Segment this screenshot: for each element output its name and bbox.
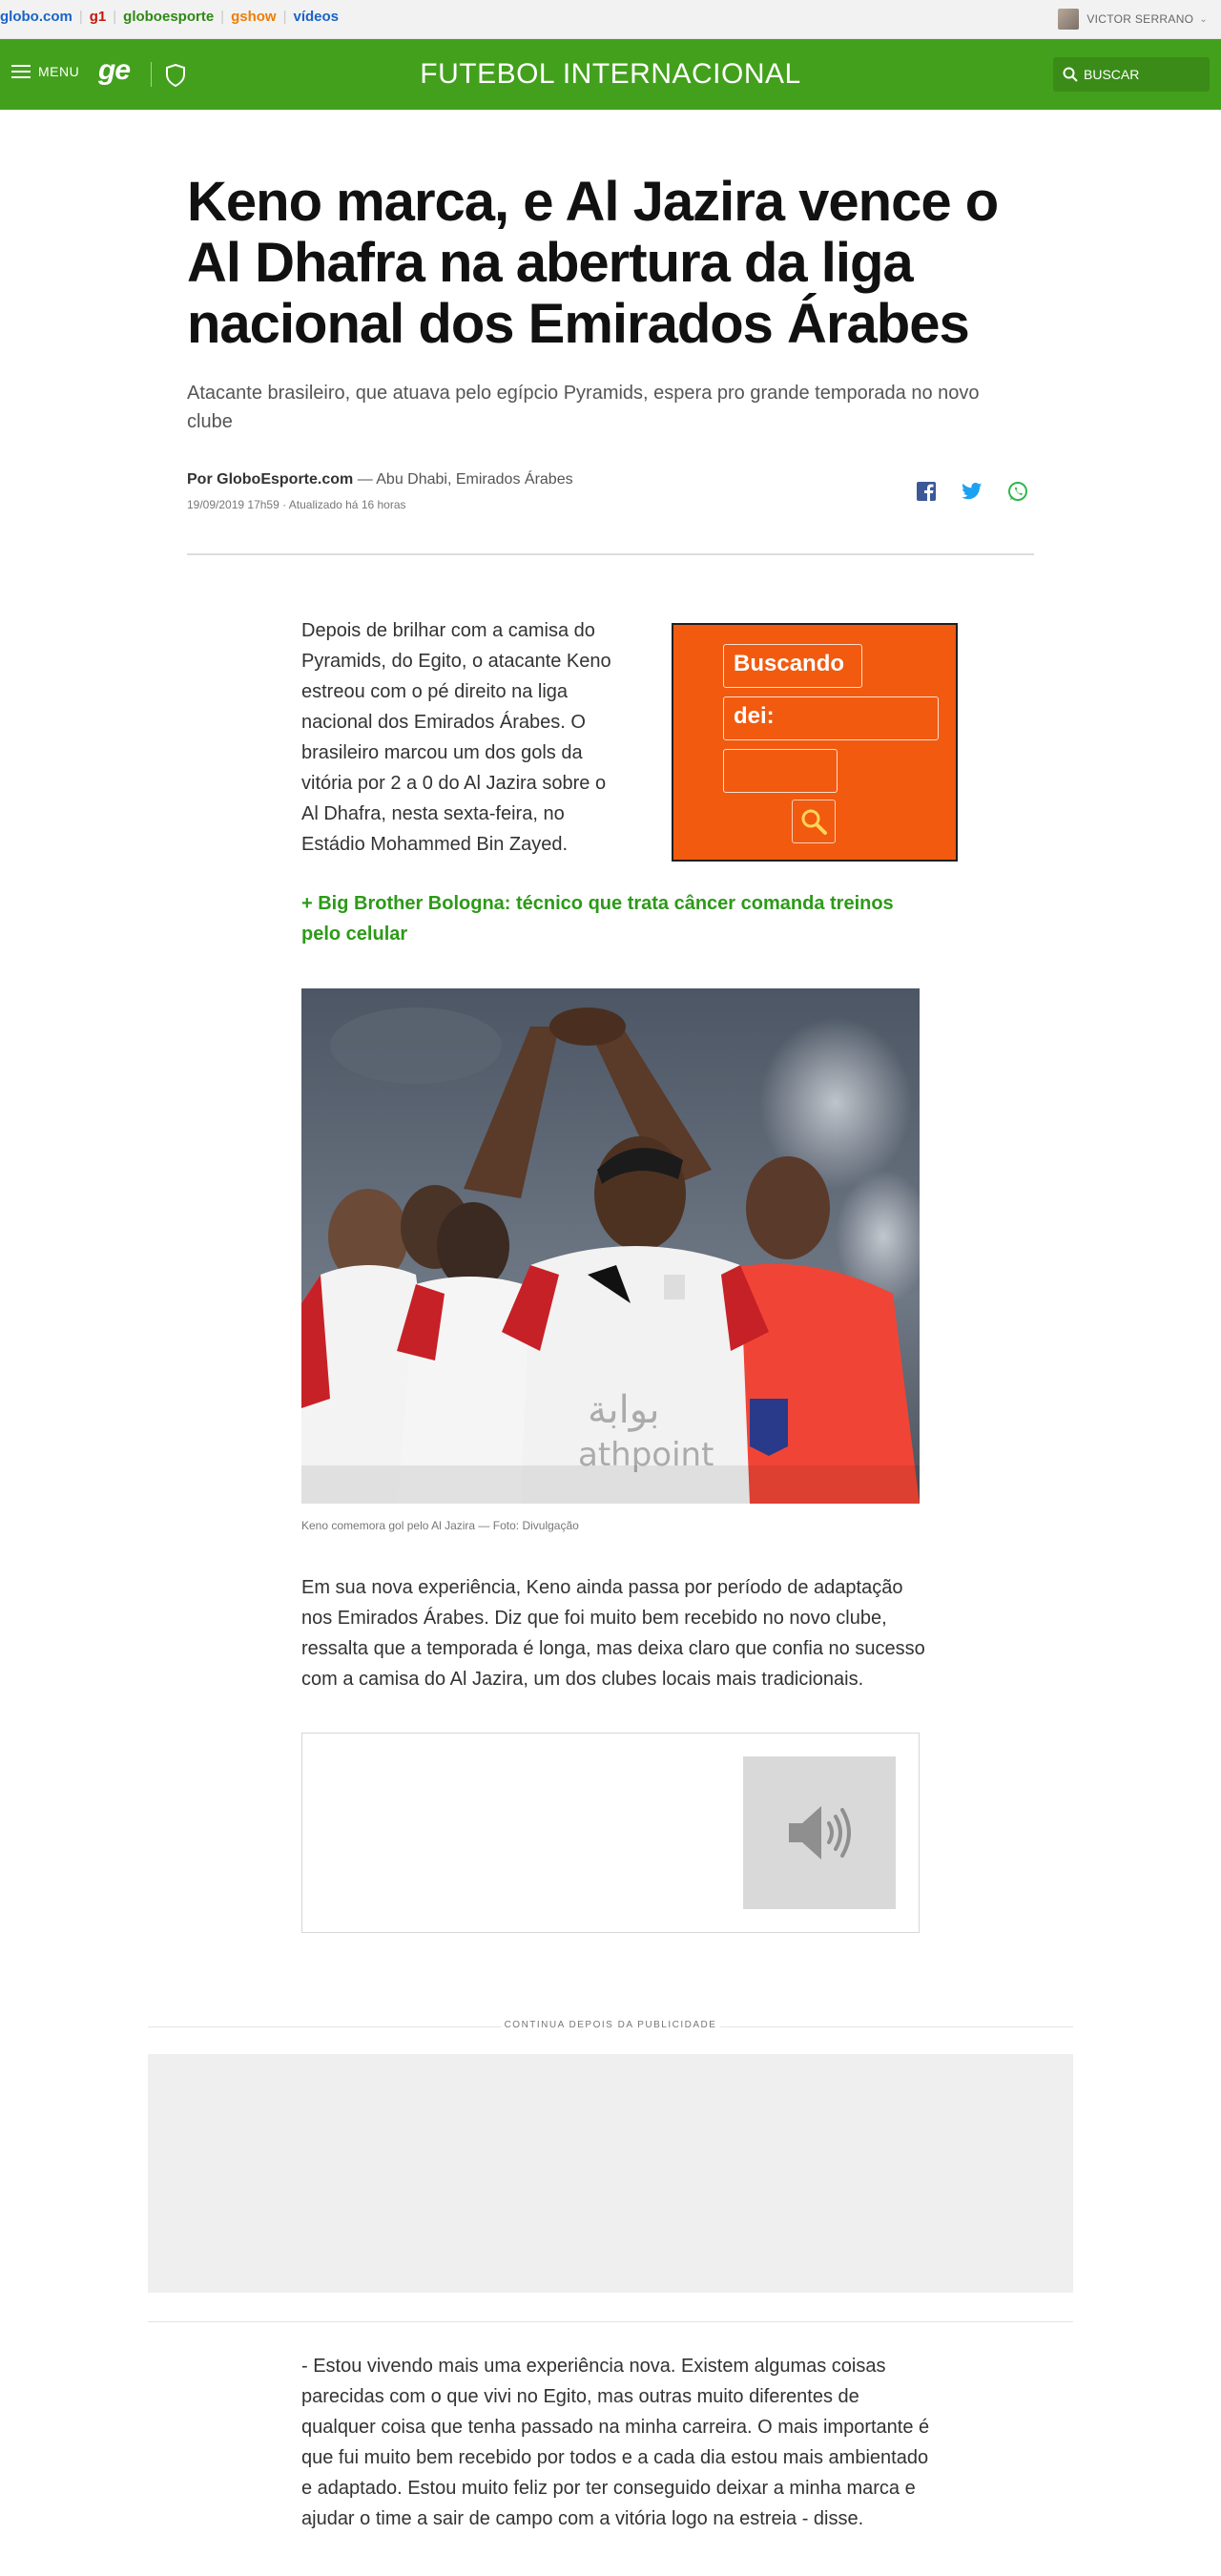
site-header	[0, 39, 1221, 110]
paragraph-2: Em sua nova experiência, Keno ainda passa por período de adaptação nos Emirados Árabes. Diz que foi muito bem recebido no novo clube, ressalta que a temporada é longa, mas deixa claro que confia no sucesso com a camisa do Al Jazira, um dos clubes locais mais tradicionais.	[301, 1577, 925, 1690]
search-icon	[1063, 67, 1078, 82]
svg-text:بوابة: بوابة	[588, 1388, 660, 1432]
article-title: Keno marca, e Al Jazira vence o Al Dhafra na abertura da liga nacional dos Emirados Árabes	[187, 171, 999, 355]
network-links	[0, 9, 339, 25]
header-rule	[187, 553, 1034, 555]
link-g1[interactable]: g1	[89, 9, 107, 25]
whatsapp-icon[interactable]	[1007, 481, 1028, 502]
article-subtitle: Atacante brasileiro, que atuava pelo egípcio Pyramids, espera pro grande temporada no novo clube	[187, 383, 980, 432]
audio-embed[interactable]	[301, 1733, 920, 1933]
ad-search-button[interactable]	[792, 800, 836, 843]
menu-label: MENU	[38, 64, 80, 79]
search-icon	[799, 807, 828, 836]
twitter-icon[interactable]	[962, 481, 983, 502]
paragraph-1: Depois de brilhar com a camisa do Pyramids, do Egito, o atacante Keno estreou com o pé direito na liga nacional dos Emirados Árabes. O brasileiro marcou um dos gols da vitória por 2 a 0 do Al Jazira sobre o Al Dhafra, nesta sexta-feira, no Estádio Mohammed Bin Zayed.	[301, 620, 611, 855]
search-label: BUSCAR	[1084, 67, 1140, 82]
separator: |	[78, 9, 83, 25]
chevron-down-icon: ⌄	[1199, 13, 1208, 25]
article-photo[interactable]	[301, 988, 920, 1504]
avatar	[1058, 9, 1079, 30]
separator: |	[282, 9, 287, 25]
ad-field-1[interactable]: Buscando	[723, 644, 862, 688]
ad-divider	[148, 2321, 1073, 2322]
separator: |	[220, 9, 225, 25]
ad-label: CONTINUA DEPOIS DA PUBLICIDADE	[148, 2020, 1073, 2030]
byline-place: — Abu Dhabi, Emirados Árabes	[353, 471, 573, 488]
section-title[interactable]: FUTEBOL INTERNACIONAL	[420, 58, 801, 90]
photo-image	[301, 988, 920, 1504]
facebook-icon[interactable]	[916, 481, 937, 502]
article-date: 19/09/2019 17h59 · Atualizado há 16 horas	[187, 498, 406, 511]
link-videos[interactable]: vídeos	[293, 9, 340, 25]
related-link[interactable]: + Big Brother Bologna: técnico que trata câncer comanda treinos pelo celular	[301, 893, 894, 945]
paragraph-3: - Estou vivendo mais uma experiência nova. Existem algumas coisas parecidas com o que vivi no Egito, mas outras muito diferentes de qualquer coisa que tenha passado na minha carreira. O mais importante é que fui muito bem recebido por todos e a cada dia estou mais ambientado e adaptado. Estou muito feliz por ter conseguido deixar a minha marca e ajudar o time a sair de campo com a vitória logo na estreia - disse.	[301, 2356, 930, 2529]
speaker-icon	[781, 1795, 858, 1871]
search-button[interactable]	[1053, 57, 1210, 92]
byline	[187, 471, 573, 488]
ad-banner[interactable]	[672, 623, 958, 862]
ad-slot[interactable]	[148, 2054, 1073, 2293]
audio-player[interactable]	[743, 1756, 896, 1909]
link-globoesporte[interactable]: globoesporte	[123, 9, 215, 25]
network-bar	[0, 0, 1221, 39]
ad-field-2[interactable]: dei:	[723, 696, 939, 740]
svg-text:athpoint: athpoint	[578, 1436, 714, 1474]
ad-field-3[interactable]	[723, 749, 838, 793]
share-bar	[916, 481, 1028, 502]
ge-logo[interactable]: ge	[98, 54, 131, 86]
link-gshow[interactable]: gshow	[231, 9, 277, 25]
user-name: VICTOR SERRANO	[1086, 12, 1194, 26]
byline-author[interactable]: Por GloboEsporte.com	[187, 471, 354, 488]
user-menu[interactable]	[1058, 9, 1208, 30]
separator: |	[113, 9, 117, 25]
photo-caption: Keno comemora gol pelo Al Jazira — Foto: Divulgação	[301, 1519, 579, 1532]
link-globo[interactable]: globo.com	[0, 9, 72, 25]
